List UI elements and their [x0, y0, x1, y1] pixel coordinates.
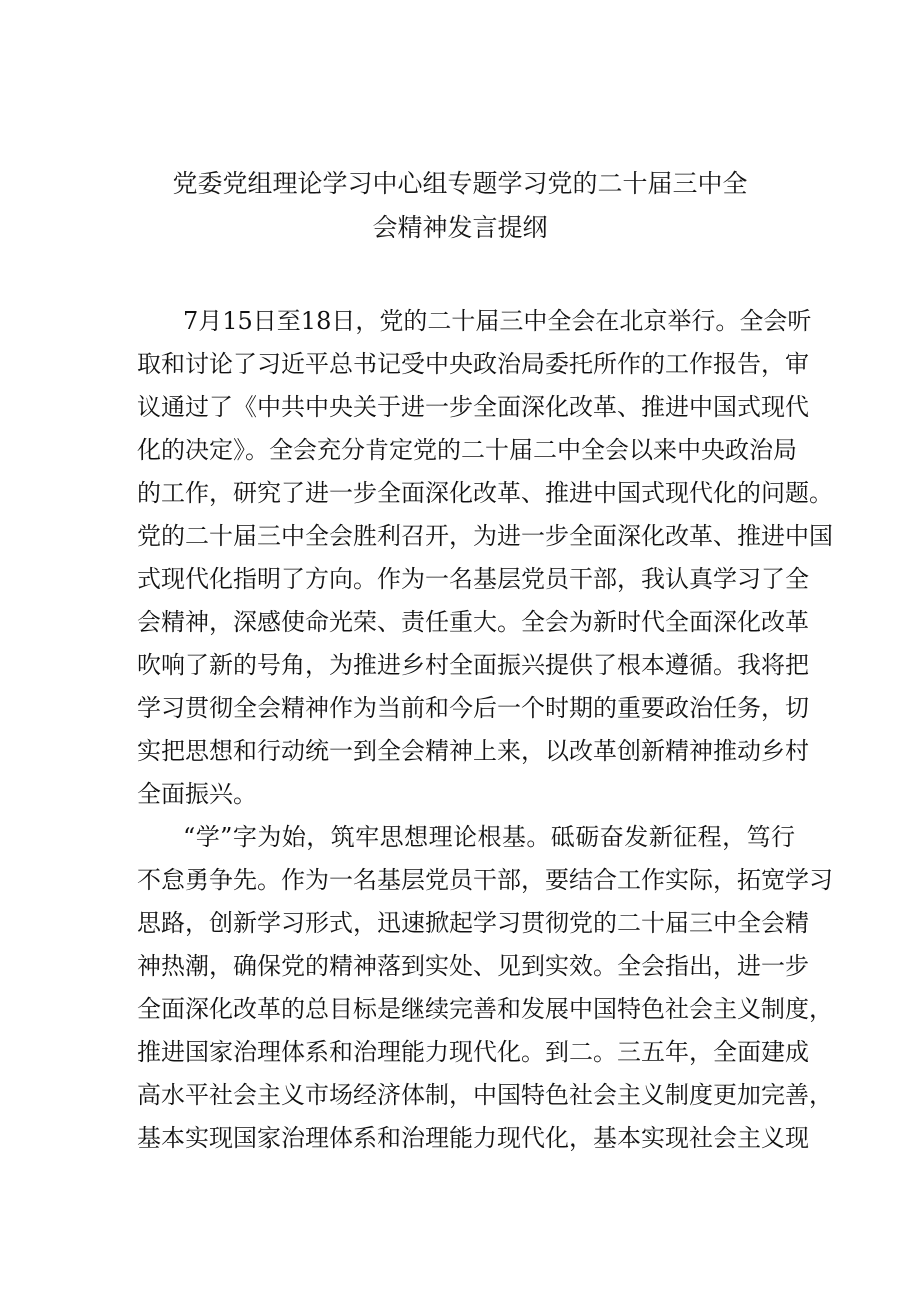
body-paragraph: [137, 300, 833, 816]
paragraph-line: 吹响了新的号角，为推进乡村全面振兴提供了根本遵循。我将把: [137, 651, 809, 679]
paragraph-line: 议通过了《中共中央关于进一步全面深化改革、推进中国式现代: [137, 393, 809, 421]
title-line: 党委党组理论学习中心组专题学习党的二十届三中全: [172, 169, 748, 198]
paragraph-line: 高水平社会主义市场经济体制，中国特色社会主义制度更加完善，: [137, 1081, 833, 1109]
paragraph-line: 的工作，研究了进一步全面深化改革、推进中国式现代化的问题。: [137, 479, 833, 507]
paragraph-line: 不怠勇争先。作为一名基层党员干部，要结合工作实际，拓宽学习: [137, 866, 833, 894]
paragraph-line: 取和讨论了习近平总书记受中央政治局委托所作的工作报告，审: [137, 350, 809, 378]
paragraph-line: 思路，创新学习形式，迅速掀起学习贯彻党的二十届三中全会精: [137, 909, 809, 937]
paragraph-line: 式现代化指明了方向。作为一名基层党员干部，我认真学习了全: [137, 565, 809, 593]
paragraph-line: 推进国家治理体系和治理能力现代化。到二。三五年，全面建成: [137, 1038, 809, 1066]
document-body: [137, 300, 833, 1160]
paragraph-line: 全面振兴。: [137, 780, 257, 808]
paragraph-line: 基本实现国家治理体系和治理能力现代化，基本实现社会主义现: [137, 1124, 809, 1152]
paragraph-line: 全面深化改革的总目标是继续完善和发展中国特色社会主义制度，: [137, 995, 833, 1023]
paragraph-line: 神热潮，确保党的精神落到实处、见到实效。全会指出，进一步: [137, 952, 809, 980]
paragraph-line: 化的决定》。全会充分肯定党的二十届二中全会以来中央政治局: [137, 436, 797, 464]
title-line: 会精神发言提纲: [372, 213, 548, 242]
paragraph-line: 实把思想和行动统一到全会精神上来，以改革创新精神推动乡村: [137, 737, 809, 765]
paragraph-line: 7月15日至18日，党的二十届三中全会在北京举行。全会听: [183, 307, 812, 335]
paragraph-line: 会精神，深感使命光荣、责任重大。全会为新时代全面深化改革: [137, 608, 809, 636]
body-paragraph: [137, 816, 833, 1160]
paragraph-line: “学”字为始，筑牢思想理论根基。砥砺奋发新征程，笃行: [183, 823, 795, 851]
paragraph-line: 党的二十届三中全会胜利召开，为进一步全面深化改革、推进中国: [137, 522, 833, 550]
paragraph-line: 学习贯彻全会精神作为当前和今后一个时期的重要政治任务，切: [137, 694, 809, 722]
document-title: [120, 162, 800, 250]
